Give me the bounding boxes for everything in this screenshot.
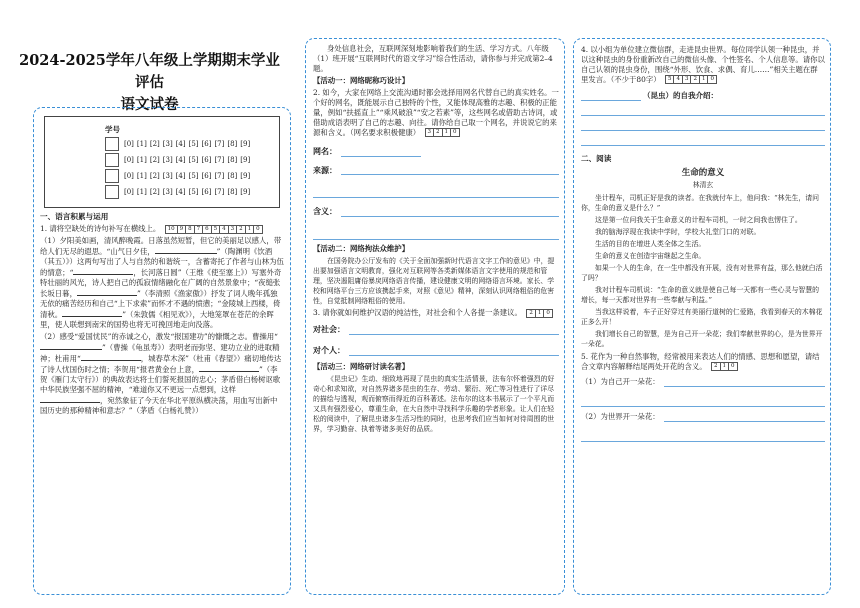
- id-digit-row: [124, 137, 250, 153]
- id-digit-option[interactable]: [9]: [240, 172, 251, 181]
- id-digit-option[interactable]: [3]: [162, 156, 173, 165]
- id-digit-option[interactable]: [8]: [227, 156, 238, 165]
- score-cell[interactable]: 2: [691, 76, 700, 83]
- activity-1-heading: 【活动一：网络昵称巧设计】: [313, 75, 410, 85]
- score-cell[interactable]: 1: [246, 226, 255, 233]
- id-digit-option[interactable]: [5]: [188, 140, 199, 149]
- id-digit-option[interactable]: [0]: [124, 156, 134, 165]
- id-digit-option[interactable]: [9]: [240, 156, 251, 165]
- id-digit-option[interactable]: [6]: [201, 172, 212, 181]
- question-5: 5. 花作为一种自然事物，经常被用来表达人们的情感、思想和愿望，请结合文章内容解释结尾两处开花的含义。 2 1 0: [581, 351, 820, 371]
- essay-paragraph: 我对计程车司机说：“生命的意义就是使自己每一天都有一些心灵与智慧的增长，每一天都对世界有一些奉献与利益。”: [581, 285, 820, 304]
- essay-paragraph: 如果一个人的生命，在一生中都没有开展，没有对世界有益，那么他就白活了吗？: [581, 263, 823, 282]
- id-digit-option[interactable]: [7]: [214, 172, 225, 181]
- score-cell[interactable]: 5: [212, 226, 221, 233]
- section-reading: [581, 45, 825, 442]
- score-cell[interactable]: 4: [674, 76, 683, 83]
- id-digit-option[interactable]: [7]: [214, 156, 225, 165]
- answer-panel-1: [33, 107, 291, 595]
- answer-blank[interactable]: [81, 353, 141, 361]
- answer-line[interactable]: [581, 101, 825, 116]
- essay-body: [581, 193, 825, 349]
- id-digit-option[interactable]: [1]: [136, 140, 147, 149]
- score-cell[interactable]: 3: [426, 129, 435, 136]
- id-digit-option[interactable]: [1]: [136, 156, 147, 165]
- essay-paragraph: 当我这样说着，车子正好穿过有美丽行道树的仁爱路，我看到春天的木棉花正多么开！: [581, 307, 823, 326]
- netname-field[interactable]: 网名：: [313, 146, 559, 157]
- id-digit-option[interactable]: [9]: [240, 188, 251, 197]
- answer-line[interactable]: [581, 392, 825, 407]
- activity-2-text: 在国务院办公厅发布的《关于全面加强新时代语言文字工作的意见》中，提出要加强语言文明教育，强化对互联网等各类新媒体语言文字使用的规范和管理，坚决遏阻庸俗暴戾网络语言传播，建设健康文明的网络语言环境。家长、学校和网络平台三方应该携起手来，对照《意见》精神，深刻认识网络粗俗的危害性，自觉抵制网络粗俗的使用。: [313, 257, 555, 306]
- score-bar-q2: [425, 128, 460, 137]
- score-cell[interactable]: 2: [434, 129, 443, 136]
- essay-paragraph: 这是第一位问我关于生命意义的计程车司机，一时之间我也愣住了。: [595, 215, 802, 224]
- id-digit-row: [124, 185, 250, 201]
- id-digit-option[interactable]: [9]: [240, 140, 251, 149]
- id-digit-option[interactable]: [2]: [149, 188, 160, 197]
- id-cell[interactable]: [105, 185, 119, 199]
- student-id-card: [44, 116, 280, 208]
- id-cell[interactable]: [105, 137, 119, 151]
- score-cell[interactable]: 1: [443, 129, 452, 136]
- question-1-part-1: （1）夕阳美如画，清风醉晚霞。日落虽然短暂，但它的美丽足以感人，带给人们无尽的遐思。“山气日夕佳， ”（陶渊明《饮酒（其五）》）这两句写出了人与自然的和谐统一，含蓄寄托了作者与山林为伍的情意；“ ，长河落日圆”（王维《使至塞上》）写塞外奇特壮丽的风光，诗人把自己的孤寂情绪融化在广阔的自然景象中；“夜缒张长坂日暮， ”（李清照《渔家傲》）抒发了词人晚年孤独无依的痛苦经历和自己“上下求索”而怀才不遇的愤懑；“金陵城上西楼，倚清秋。 ”（朱敦儒《相见欢》），大地笼罩在苍茫的余晖里，使人联想到南宋的国势也将无可挽回地走向没落。: [40, 236, 284, 330]
- id-digit-option[interactable]: [2]: [149, 156, 160, 165]
- id-digit-option[interactable]: [6]: [201, 156, 212, 165]
- score-cell[interactable]: 1: [721, 363, 730, 370]
- answer-line[interactable]: [313, 183, 559, 198]
- id-digit-option[interactable]: [3]: [162, 140, 173, 149]
- score-cell[interactable]: 10: [166, 226, 178, 233]
- section-language-use: [40, 212, 284, 418]
- score-cell[interactable]: 7: [195, 226, 204, 233]
- question-4: 4. 以小组为单位建立微信群，走进昆虫世界。每位同学认领一种昆虫，并以这种昆虫的身份重新改自己的微信头像、个性签名、个人信息等。请你以自己认领的昆虫身份，围绕“外形、饮食、求偶、育儿……”相关主题在群里发言。（不少于80字） 5 4 3 2 1 0: [581, 45, 825, 84]
- activity-3-heading: 【活动三：网络研讨读名著】: [313, 361, 410, 371]
- score-cell[interactable]: 9: [178, 226, 187, 233]
- id-digit-option[interactable]: [2]: [149, 140, 160, 149]
- score-cell[interactable]: 0: [546, 309, 550, 316]
- score-cell[interactable]: 2: [712, 363, 721, 370]
- score-cell[interactable]: 5: [666, 76, 675, 83]
- id-digit-option[interactable]: [4]: [175, 172, 186, 181]
- score-cell[interactable]: 6: [203, 226, 212, 233]
- question-2: 2. 如今，大家在网络上交流沟通时都会选择用网名代替自己的真实姓名。一个好的网名，既能展示自己独特的个性，又能体现高雅的志趣、积极的正能量，例如“扶摇直上”“乘风破浪”“安之若素”等，这些网名或借助古诗词，或借助成语表明了自己的志趣、向往。请你给自己取一个网名，并说说它的来源和含义。（网名要求积极健康） 3 2 1 0: [313, 87, 559, 137]
- id-digit-option[interactable]: [0]: [124, 188, 134, 197]
- answer-blank[interactable]: [73, 267, 133, 275]
- activity-intro: 身处信息社会，互联网深刻地影响着我们的生活、学习方式。八年级（1）班开展“互联网时代的语文学习”综合性活动，请你参与并完成第2–4题。: [313, 44, 553, 73]
- section-activities: [313, 44, 559, 436]
- answer-line[interactable]: [313, 225, 559, 240]
- score-cell[interactable]: 3: [683, 76, 692, 83]
- activity-2-heading: 【活动二：网络拘法众维护】: [313, 244, 410, 254]
- answer-line[interactable]: [581, 427, 825, 442]
- score-cell[interactable]: 1: [700, 76, 709, 83]
- essay-title: 生命的意义: [681, 168, 725, 179]
- student-id-digits: [124, 137, 250, 201]
- score-cell[interactable]: 1: [536, 310, 545, 317]
- id-digit-option[interactable]: [5]: [188, 156, 199, 165]
- essay-paragraph: 我的脑海浮现在我读中学时，学校大礼堂门口的对联。: [595, 227, 761, 236]
- answer-blank[interactable]: [62, 309, 122, 317]
- essay-paragraph: 坐计程车，司机正好是我的读者。在我就付车上，他问我：“林先生，请问你，生命的意义是什么？”: [581, 193, 820, 212]
- student-id-label: 学号: [105, 125, 120, 134]
- id-digit-option[interactable]: [6]: [201, 188, 212, 197]
- q5-answer-1[interactable]: （1）为自己开一朵花：: [581, 377, 825, 387]
- id-digit-option[interactable]: [1]: [136, 188, 147, 197]
- section-heading: 一、语言积累与运用: [40, 212, 109, 221]
- id-digit-option[interactable]: [3]: [162, 188, 173, 197]
- score-bar-q4: [665, 75, 717, 84]
- essay-paragraph: 生活的目的在增进人类全体之生活。: [595, 239, 706, 248]
- id-digit-option[interactable]: [5]: [188, 172, 199, 181]
- answer-panel-2: [305, 38, 565, 595]
- activity-3-text: 《昆虫记》生动、细致地再现了昆虫的真实生活情景，法布尔怀着强烈的好奇心和求知欲，对自然界诸多昆虫的生存、劳动、繁衍、死亡等习性进行了详尽的描绘与透视，观而俯察而得近的百科著述。法布尔的这本书展示了一个平凡而又具有强烈爱心，尊重生命，在大自然中寻找科学乐趣的学者形象。让人们在轻松的阅读中，了解昆虫诸多生活习性的同时，也思考我们应当如何对待周围的世界，学习勤奋、执着等诸多美好的品质。: [313, 374, 555, 433]
- id-digit-option[interactable]: [2]: [149, 172, 160, 181]
- id-cell[interactable]: [105, 169, 119, 183]
- question-1: 1. 请将空缺处的诗句补写在横线上。 10 9 8 7 6 5 4 3 2 1 0: [40, 224, 284, 234]
- score-cell[interactable]: 2: [237, 226, 246, 233]
- id-digit-option[interactable]: [4]: [175, 156, 186, 165]
- exam-title-line1: 2024-2025学年八年级上学期期末学业评估: [19, 52, 280, 91]
- exam-title: [12, 50, 287, 115]
- id-cell[interactable]: [105, 153, 119, 167]
- score-cell[interactable]: 2: [527, 310, 536, 317]
- id-digit-option[interactable]: [3]: [162, 172, 173, 181]
- answer-line[interactable]: [581, 116, 825, 131]
- essay-author: 林清玄: [692, 180, 714, 189]
- score-cell[interactable]: 3: [229, 226, 238, 233]
- question-1-part-2: （2）感受“爱国忧民”的赤诚之心，激发“报国建功”的慷慨之志。曹操用“”（曹操《龟虽寿》）表明老而弥坚、建功立业的进取精神；杜甫用“ ，城春草木深”（杜甫《春望》）痛切地传达了诗人忧国伤时之情；李贺用“报君黄金台上意， ”（李贺《雁门太守行》）的典故表达将士们誓死报国的忠心；茅盾借白杨树讴歌中华民族坚强不屈的精神，“难道你又不更远一点想到，这样，宛然象征了今天在华北平原纵横决荡，用血写出新中国历史的那种精神和意志？”（茅盾《白杨礼赞》）: [40, 332, 282, 415]
- score-cell[interactable]: 4: [220, 226, 229, 233]
- answer-blank[interactable]: [77, 288, 137, 296]
- id-digit-option[interactable]: [5]: [188, 188, 199, 197]
- id-digit-option[interactable]: [4]: [175, 188, 186, 197]
- section-heading: 二、阅读: [581, 154, 612, 164]
- student-id-cells: [105, 137, 119, 201]
- score-bar-q5: [711, 362, 738, 371]
- answer-blank[interactable]: [40, 395, 100, 403]
- id-digit-option[interactable]: [7]: [214, 140, 225, 149]
- score-cell[interactable]: 8: [186, 226, 195, 233]
- id-digit-option[interactable]: [8]: [227, 172, 238, 181]
- id-digit-row: [124, 169, 250, 185]
- answer-blank[interactable]: [155, 246, 217, 254]
- id-digit-option[interactable]: [0]: [124, 172, 134, 181]
- answer-line[interactable]: [581, 131, 825, 146]
- meaning-field[interactable]: 含义：: [313, 206, 559, 217]
- score-cell[interactable]: 0: [453, 129, 457, 136]
- score-cell[interactable]: 0: [710, 76, 714, 83]
- essay-paragraph: 生命的意义在创造宇宙继起之生命。: [595, 251, 706, 260]
- score-cell[interactable]: 0: [256, 225, 260, 232]
- id-digit-option[interactable]: [6]: [201, 140, 212, 149]
- answer-blank[interactable]: [40, 342, 102, 350]
- id-digit-option[interactable]: [4]: [175, 140, 186, 149]
- id-digit-row: [124, 153, 250, 169]
- id-digit-option[interactable]: [0]: [124, 140, 134, 149]
- insect-intro-field[interactable]: （昆虫）的自我介绍：: [581, 91, 825, 101]
- score-bar-q3: [526, 309, 553, 318]
- q5-answer-2[interactable]: （2）为世界开一朵花：: [581, 412, 825, 422]
- answer-panel-3: [573, 38, 831, 595]
- id-digit-option[interactable]: [1]: [136, 172, 147, 181]
- question-3: 3. 请你就如何维护汉语的纯洁性，对社会和个人各提一条建议。 2 1 0: [313, 308, 559, 318]
- score-bar-q1: [165, 225, 263, 234]
- source-field[interactable]: 来源：: [313, 165, 559, 176]
- score-cell[interactable]: 0: [731, 363, 735, 370]
- person-field[interactable]: 对个人：: [313, 345, 559, 356]
- essay-paragraph: 我们增长自己的智慧，是为自己开一朵花；我们奉献世界的心，是为世界开一朵花。: [581, 329, 823, 348]
- exam-title-line2: 语文试卷: [120, 95, 179, 113]
- answer-blank[interactable]: [199, 364, 259, 372]
- id-digit-option[interactable]: [7]: [214, 188, 225, 197]
- society-field[interactable]: 对社会：: [313, 324, 559, 335]
- id-digit-option[interactable]: [8]: [227, 188, 238, 197]
- id-digit-option[interactable]: [8]: [227, 140, 238, 149]
